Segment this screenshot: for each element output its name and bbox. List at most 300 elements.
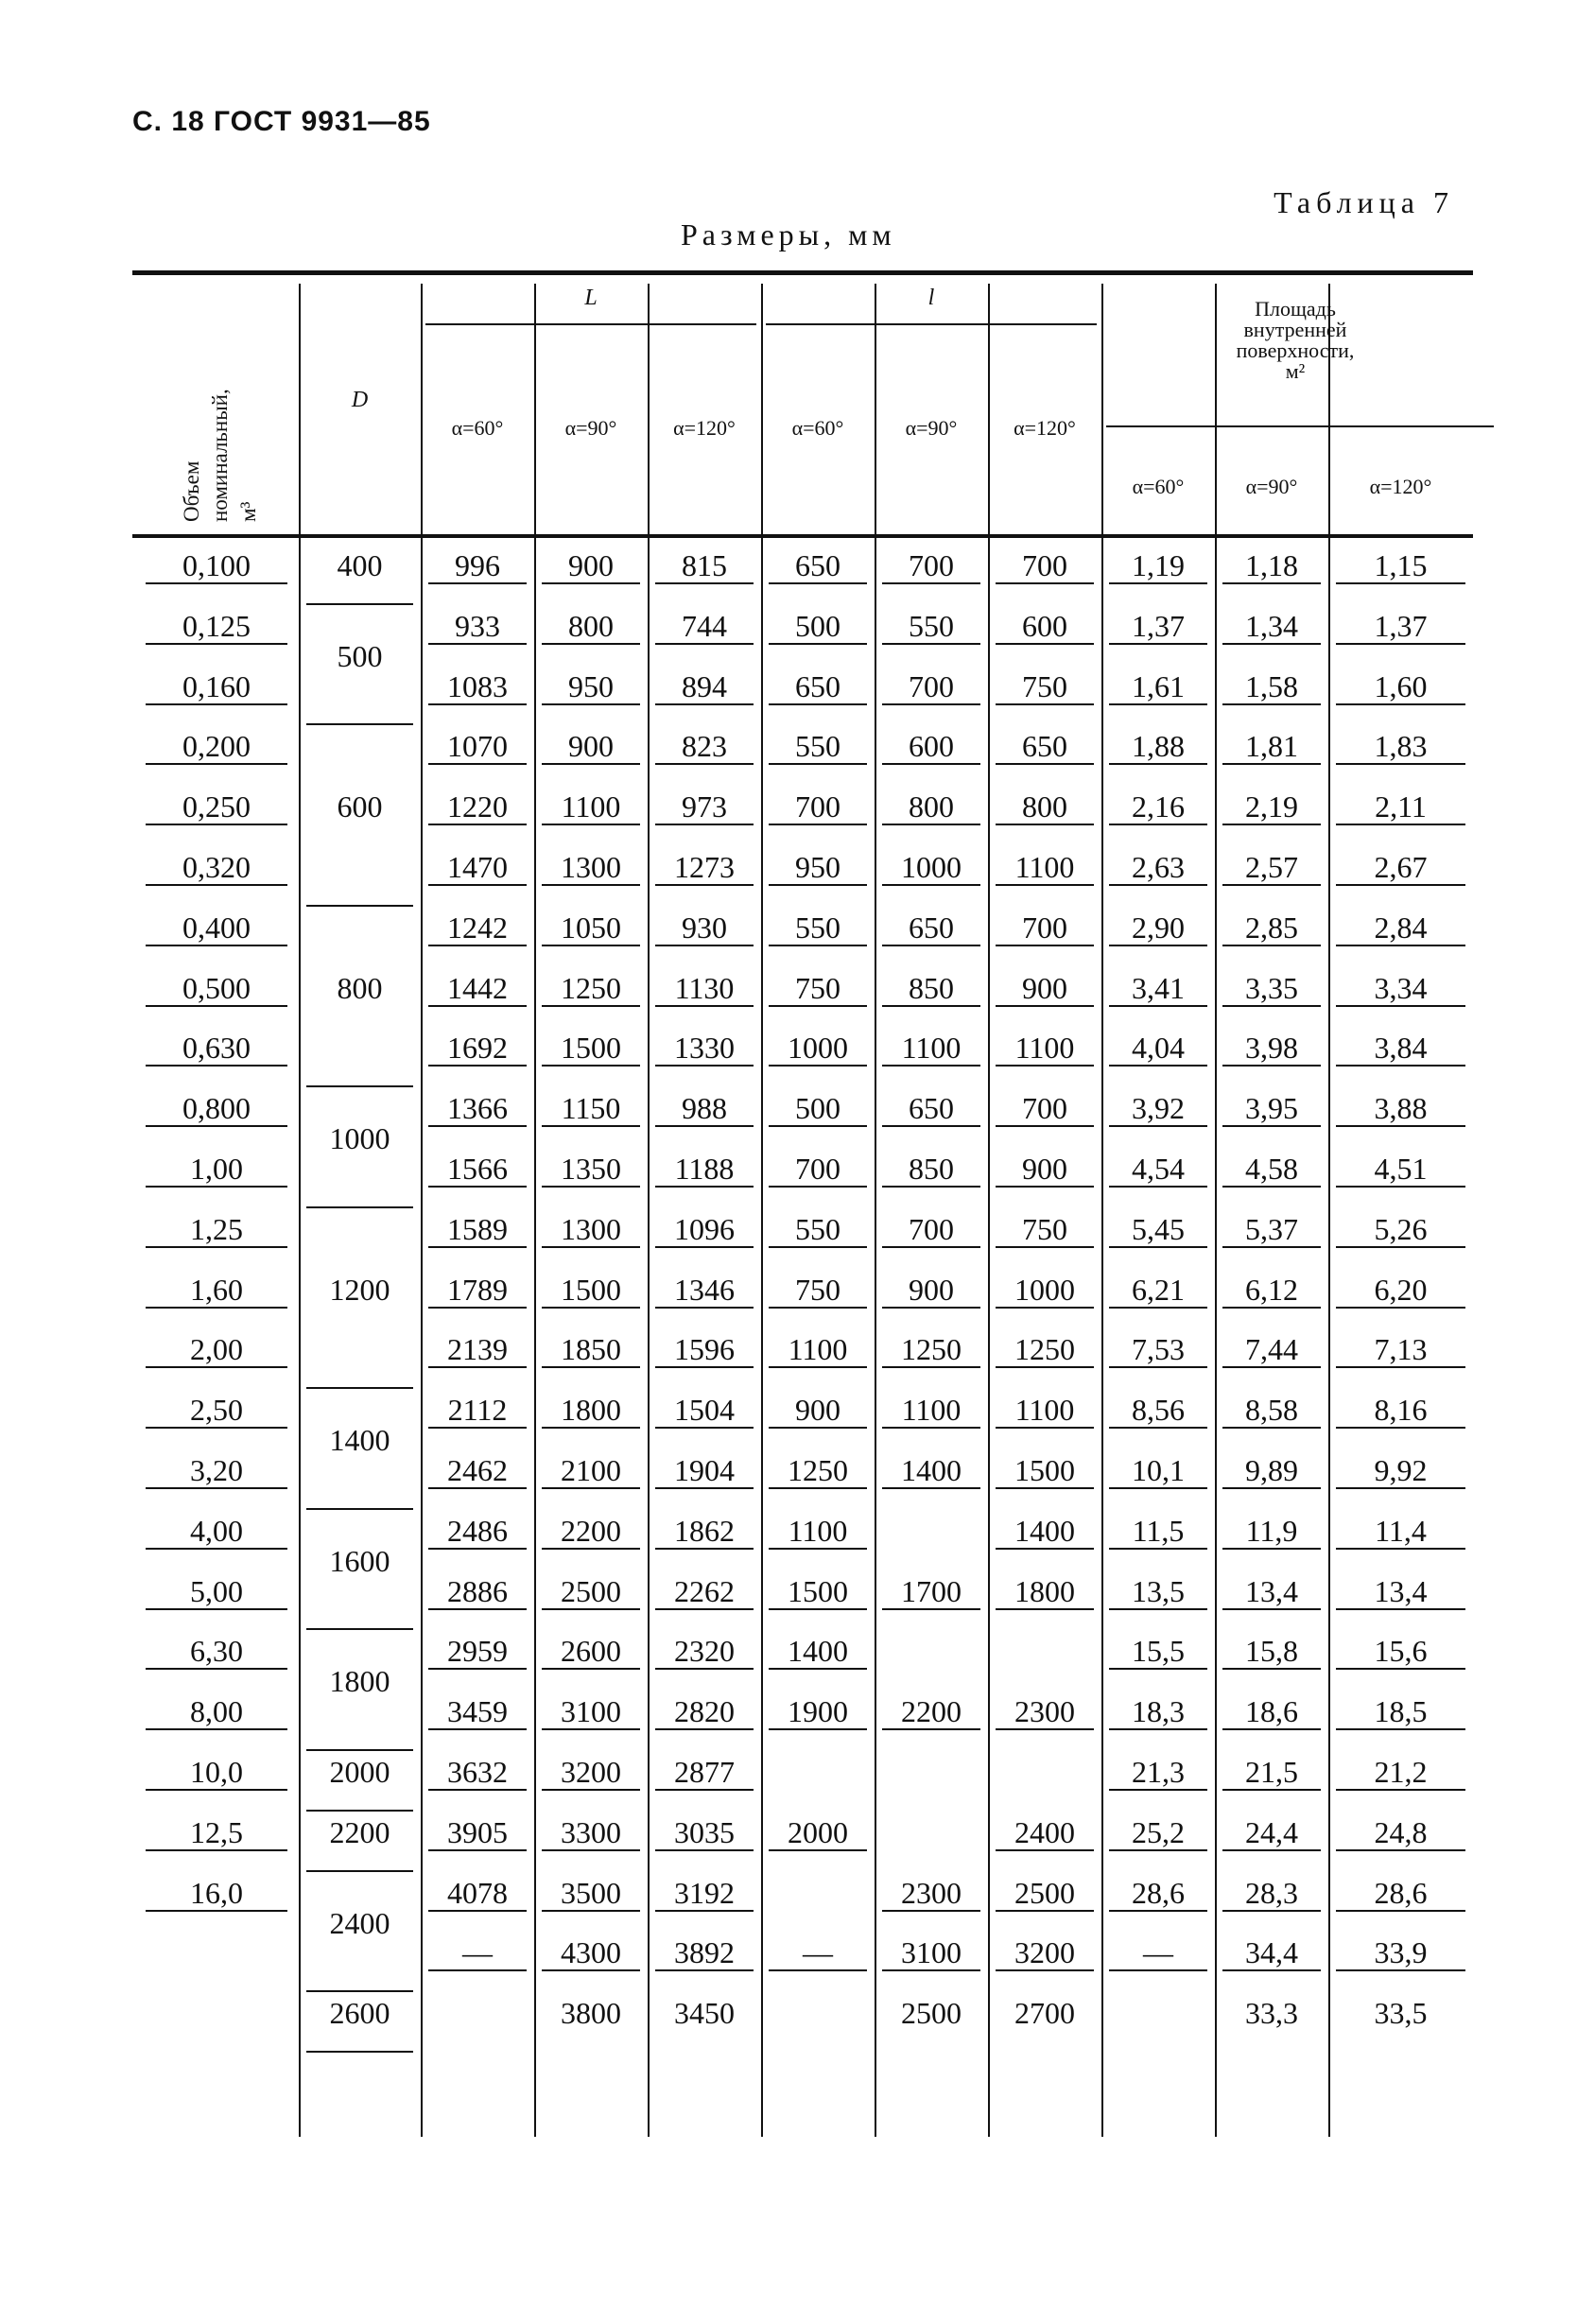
D-cell: 800 — [337, 970, 383, 1005]
table-cell: 823 — [655, 729, 754, 765]
table-cell: 18,6 — [1222, 1694, 1321, 1730]
table-cell: 1500 — [769, 1574, 867, 1610]
table-cell: 18,5 — [1336, 1694, 1465, 1730]
table-cell: 2877 — [655, 1755, 754, 1791]
table-cell: 3,92 — [1109, 1091, 1207, 1127]
table-cell: 4,04 — [1109, 1031, 1207, 1067]
table-cell: 1350 — [542, 1152, 640, 1188]
table-cell: 2486 — [428, 1514, 527, 1550]
table-cell: 500 — [769, 1091, 867, 1127]
table-cell: 34,4 — [1222, 1935, 1321, 1971]
D-cell: 2400 — [329, 1905, 390, 1940]
volume-cell: 4,00 — [146, 1514, 287, 1550]
D-group-rule — [306, 1387, 413, 1389]
D-cell: 600 — [337, 789, 383, 824]
table-cell: 1273 — [655, 850, 754, 886]
volume-cell: 8,00 — [146, 1694, 287, 1730]
D-group-rule — [306, 2051, 413, 2053]
table-cell: 9,92 — [1336, 1453, 1465, 1489]
table-cell: 13,5 — [1109, 1574, 1207, 1610]
table-cell: — — [428, 1935, 527, 1971]
volume-cell: 0,630 — [146, 1031, 287, 1067]
table-cell: 3,84 — [1336, 1031, 1465, 1067]
table-cell: 7,53 — [1109, 1332, 1207, 1368]
table-cell: 4,51 — [1336, 1152, 1465, 1188]
volume-cell: 0,800 — [146, 1091, 287, 1127]
table-cell: 1904 — [655, 1453, 754, 1489]
table-cell: 1400 — [996, 1514, 1094, 1550]
column-rule — [1215, 284, 1217, 2137]
table-cell: 700 — [996, 911, 1094, 946]
D-group-rule — [306, 1990, 413, 1992]
table-cell: 4,54 — [1109, 1152, 1207, 1188]
volume-cell: 0,100 — [146, 548, 287, 584]
column-rule — [299, 284, 301, 2137]
table-cell: 13,4 — [1222, 1574, 1321, 1610]
table-cell: 550 — [882, 609, 980, 645]
L-group-rule — [425, 323, 756, 325]
volume-header-line: номинальный, — [208, 389, 232, 522]
table-cell: 1300 — [542, 850, 640, 886]
table-cell: 1400 — [882, 1453, 980, 1489]
table-cell: 28,3 — [1222, 1876, 1321, 1912]
table-cell: 2112 — [428, 1393, 527, 1429]
area-header-line: Площадь — [1255, 297, 1336, 321]
table-cell: 800 — [542, 609, 640, 645]
volume-cell: 0,125 — [146, 609, 287, 645]
table-cell: 650 — [996, 729, 1094, 765]
table-cell: 3,88 — [1336, 1091, 1465, 1127]
area-header-line: внутренней — [1243, 318, 1347, 341]
volume-cell: 6,30 — [146, 1634, 287, 1670]
area-group-rule — [1106, 425, 1494, 427]
table-cell: 900 — [542, 548, 640, 584]
table-cell: 2886 — [428, 1574, 527, 1610]
table-cell: 1150 — [542, 1091, 640, 1127]
table-cell: 28,6 — [1336, 1876, 1465, 1912]
table-cell: 1250 — [769, 1453, 867, 1489]
volume-cell: 0,320 — [146, 850, 287, 886]
table-cell: 1500 — [996, 1453, 1094, 1489]
alpha-header: α=60° — [791, 416, 844, 440]
volume-cell: 2,00 — [146, 1332, 287, 1368]
table-cell: 2462 — [428, 1453, 527, 1489]
D-cell: 2200 — [329, 1814, 390, 1849]
table-cell: 3200 — [996, 1935, 1094, 1971]
header-bottom-rule — [132, 534, 1473, 538]
table-cell: 815 — [655, 548, 754, 584]
table-cell: 2300 — [996, 1694, 1094, 1730]
table-cell: 600 — [882, 729, 980, 765]
table-cell: 1100 — [882, 1393, 980, 1429]
header-top-rule — [132, 270, 1473, 275]
table-cell: 744 — [655, 609, 754, 645]
D-cell: 1000 — [329, 1121, 390, 1156]
table-cell: 2600 — [542, 1634, 640, 1670]
table-cell: 700 — [882, 1212, 980, 1248]
table-cell: 1250 — [996, 1332, 1094, 1368]
table-cell: 3,34 — [1336, 971, 1465, 1007]
l-group-rule — [766, 323, 1097, 325]
table-cell: 1,58 — [1222, 669, 1321, 705]
table-cell: 11,4 — [1336, 1514, 1465, 1550]
table-cell: 3,35 — [1222, 971, 1321, 1007]
table-cell: 1,83 — [1336, 729, 1465, 765]
volume-cell: 0,400 — [146, 911, 287, 946]
table-cell: 2200 — [542, 1514, 640, 1550]
page-reference: С. 18 ГОСТ 9931—85 — [132, 106, 431, 137]
table-cell: 1,37 — [1336, 609, 1465, 645]
table-cell: 2,11 — [1336, 789, 1465, 825]
table-cell: 13,4 — [1336, 1574, 1465, 1610]
D-cell: 1800 — [329, 1664, 390, 1699]
table-cell: 600 — [996, 609, 1094, 645]
table-cell: 6,21 — [1109, 1273, 1207, 1309]
table-cell: 2000 — [769, 1815, 867, 1851]
column-rule — [648, 284, 650, 2137]
table-cell: 1504 — [655, 1393, 754, 1429]
D-cell: 1200 — [329, 1272, 390, 1307]
table-cell: 1050 — [542, 911, 640, 946]
volume-cell: 1,00 — [146, 1152, 287, 1188]
table-cell: 33,3 — [1245, 1996, 1298, 2031]
table-cell: 3100 — [882, 1935, 980, 1971]
table-cell: 933 — [428, 609, 527, 645]
table-cell: 650 — [769, 548, 867, 584]
table-cell: 700 — [769, 789, 867, 825]
table-cell: 650 — [769, 669, 867, 705]
table-cell: — — [769, 1935, 867, 1971]
D-group-rule — [306, 1508, 413, 1510]
D-cell: 2600 — [329, 1996, 390, 2031]
table-cell: 950 — [542, 669, 640, 705]
table-cell: 1100 — [769, 1332, 867, 1368]
D-group-rule — [306, 1628, 413, 1630]
table-cell: 1130 — [655, 971, 754, 1007]
table-cell: 4078 — [428, 1876, 527, 1912]
table-cell: 894 — [655, 669, 754, 705]
table-cell: 33,5 — [1374, 1996, 1428, 2031]
alpha-header: α=60° — [1132, 475, 1185, 498]
table-cell: 3800 — [561, 1996, 621, 2031]
table-cell: 1070 — [428, 729, 527, 765]
table-cell: 1346 — [655, 1273, 754, 1309]
D-cell: 500 — [337, 638, 383, 673]
table-cell: 21,2 — [1336, 1755, 1465, 1791]
column-rule — [988, 284, 990, 2137]
alpha-header: α=120° — [1014, 416, 1076, 440]
D-group-rule — [306, 603, 413, 605]
table-cell: 10,1 — [1109, 1453, 1207, 1489]
table-cell: 3632 — [428, 1755, 527, 1791]
table-cell: 24,4 — [1222, 1815, 1321, 1851]
D-group-rule — [306, 1749, 413, 1751]
table-cell: 6,20 — [1336, 1273, 1465, 1309]
table-cell: 21,5 — [1222, 1755, 1321, 1791]
area-header-line: м² — [1285, 359, 1306, 383]
table-cell: 3450 — [674, 1996, 735, 2031]
table-cell: 900 — [996, 1152, 1094, 1188]
table-cell: 3035 — [655, 1815, 754, 1851]
table-label: Таблица 7 — [1274, 185, 1454, 219]
table-cell: — — [1109, 1935, 1207, 1971]
table-cell: 500 — [769, 609, 867, 645]
table-cell: 5,26 — [1336, 1212, 1465, 1248]
table-cell: 1330 — [655, 1031, 754, 1067]
table-cell: 1400 — [769, 1634, 867, 1670]
table-cell: 11,9 — [1222, 1514, 1321, 1550]
L-header: L — [584, 286, 598, 310]
alpha-header: α=90° — [564, 416, 617, 440]
units-caption: Размеры, мм — [681, 217, 896, 251]
table-cell: 1100 — [769, 1514, 867, 1550]
table-cell: 4,58 — [1222, 1152, 1321, 1188]
table-cell: 1,37 — [1109, 609, 1207, 645]
D-cell: 2000 — [329, 1755, 390, 1789]
table-cell: 1250 — [882, 1332, 980, 1368]
table-cell: 750 — [769, 1273, 867, 1309]
table-cell: 1470 — [428, 850, 527, 886]
column-rule — [421, 284, 423, 2137]
table-cell: 25,2 — [1109, 1815, 1207, 1851]
table-cell: 8,58 — [1222, 1393, 1321, 1429]
volume-cell: 2,50 — [146, 1393, 287, 1429]
alpha-header: α=90° — [905, 416, 958, 440]
table-cell: 5,45 — [1109, 1212, 1207, 1248]
table-cell: 900 — [542, 729, 640, 765]
table-cell: 1566 — [428, 1152, 527, 1188]
table-cell: 550 — [769, 729, 867, 765]
table-cell: 550 — [769, 911, 867, 946]
table-cell: 996 — [428, 548, 527, 584]
table-cell: 2100 — [542, 1453, 640, 1489]
table-cell: 1,81 — [1222, 729, 1321, 765]
table-cell: 1500 — [542, 1031, 640, 1067]
table-cell: 750 — [996, 669, 1094, 705]
dimension-table — [132, 265, 1473, 2156]
table-cell: 1,19 — [1109, 548, 1207, 584]
D-group-rule — [306, 1085, 413, 1087]
table-cell: 1220 — [428, 789, 527, 825]
volume-cell: 0,160 — [146, 669, 287, 705]
D-group-rule — [306, 723, 413, 725]
volume-cell: 5,00 — [146, 1574, 287, 1610]
D-group-rule — [306, 1870, 413, 1872]
table-cell: 3,41 — [1109, 971, 1207, 1007]
volume-cell: 0,250 — [146, 789, 287, 825]
table-cell: 1,34 — [1222, 609, 1321, 645]
table-cell: 2500 — [996, 1876, 1094, 1912]
column-rule — [1101, 284, 1103, 2137]
table-cell: 2,67 — [1336, 850, 1465, 886]
table-cell: 900 — [996, 971, 1094, 1007]
D-group-rule — [306, 1206, 413, 1208]
table-cell: 800 — [996, 789, 1094, 825]
table-cell: 2,63 — [1109, 850, 1207, 886]
table-cell: 5,37 — [1222, 1212, 1321, 1248]
table-cell: 2,16 — [1109, 789, 1207, 825]
table-cell: 2500 — [901, 1996, 962, 2031]
table-cell: 15,6 — [1336, 1634, 1465, 1670]
table-cell: 1500 — [542, 1273, 640, 1309]
table-cell: 15,5 — [1109, 1634, 1207, 1670]
table-cell: 2,84 — [1336, 911, 1465, 946]
table-cell: 24,8 — [1336, 1815, 1465, 1851]
table-cell: 1,61 — [1109, 669, 1207, 705]
table-cell: 900 — [882, 1273, 980, 1309]
table-cell: 33,9 — [1336, 1935, 1465, 1971]
table-cell: 1,18 — [1222, 548, 1321, 584]
D-group-rule — [306, 905, 413, 907]
table-cell: 1250 — [542, 971, 640, 1007]
table-cell: 2320 — [655, 1634, 754, 1670]
table-cell: 21,3 — [1109, 1755, 1207, 1791]
table-cell: 3905 — [428, 1815, 527, 1851]
table-cell: 750 — [996, 1212, 1094, 1248]
table-cell: 1100 — [542, 789, 640, 825]
table-cell: 700 — [769, 1152, 867, 1188]
table-cell: 7,13 — [1336, 1332, 1465, 1368]
table-cell: 2,85 — [1222, 911, 1321, 946]
table-cell: 700 — [996, 1091, 1094, 1127]
table-cell: 2,19 — [1222, 789, 1321, 825]
table-cell: 1096 — [655, 1212, 754, 1248]
table-cell: 1862 — [655, 1514, 754, 1550]
table-cell: 3300 — [542, 1815, 640, 1851]
table-cell: 1000 — [769, 1031, 867, 1067]
area-header-line: поверхности, — [1236, 338, 1355, 362]
volume-cell: 12,5 — [146, 1815, 287, 1851]
volume-header-line: м³ — [236, 501, 260, 522]
table-cell: 1850 — [542, 1332, 640, 1368]
table-cell: 2400 — [996, 1815, 1094, 1851]
table-cell: 988 — [655, 1091, 754, 1127]
alpha-header: α=90° — [1245, 475, 1298, 498]
table-cell: 650 — [882, 911, 980, 946]
table-cell: 1100 — [882, 1031, 980, 1067]
table-cell: 1000 — [882, 850, 980, 886]
table-cell: 3892 — [655, 1935, 754, 1971]
table-cell: 973 — [655, 789, 754, 825]
D-cell: 1600 — [329, 1543, 390, 1578]
table-cell: 1596 — [655, 1332, 754, 1368]
table-cell: 6,12 — [1222, 1273, 1321, 1309]
table-cell: 8,56 — [1109, 1393, 1207, 1429]
l-header: l — [927, 286, 935, 310]
table-cell: 1700 — [882, 1574, 980, 1610]
table-cell: 1100 — [996, 1031, 1094, 1067]
table-cell: 1188 — [655, 1152, 754, 1188]
table-cell: 1100 — [996, 850, 1094, 886]
alpha-header: α=120° — [1369, 475, 1432, 498]
table-cell: 1900 — [769, 1694, 867, 1730]
table-cell: 1300 — [542, 1212, 640, 1248]
table-cell: 2200 — [882, 1694, 980, 1730]
column-rule — [761, 284, 763, 2137]
volume-cell: 3,20 — [146, 1453, 287, 1489]
table-cell: 700 — [996, 548, 1094, 584]
volume-cell: 0,500 — [146, 971, 287, 1007]
table-cell: 8,16 — [1336, 1393, 1465, 1429]
table-cell: 15,8 — [1222, 1634, 1321, 1670]
table-cell: 9,89 — [1222, 1453, 1321, 1489]
table-cell: 930 — [655, 911, 754, 946]
volume-cell: 16,0 — [146, 1876, 287, 1912]
table-cell: 7,44 — [1222, 1332, 1321, 1368]
table-cell: 900 — [769, 1393, 867, 1429]
table-cell: 3192 — [655, 1876, 754, 1912]
table-cell: 1692 — [428, 1031, 527, 1067]
table-cell: 1,60 — [1336, 669, 1465, 705]
table-cell: 1100 — [996, 1393, 1094, 1429]
table-cell: 2820 — [655, 1694, 754, 1730]
table-cell: 2262 — [655, 1574, 754, 1610]
table-cell: 1242 — [428, 911, 527, 946]
table-cell: 1000 — [996, 1273, 1094, 1309]
table-cell: 2,90 — [1109, 911, 1207, 946]
table-cell: 1442 — [428, 971, 527, 1007]
table-cell: 750 — [769, 971, 867, 1007]
table-cell: 800 — [882, 789, 980, 825]
table-cell: 3459 — [428, 1694, 527, 1730]
table-cell: 1789 — [428, 1273, 527, 1309]
table-cell: 2139 — [428, 1332, 527, 1368]
D-cell: 400 — [337, 548, 383, 582]
table-cell: 650 — [882, 1091, 980, 1127]
alpha-header: α=60° — [451, 416, 504, 440]
table-cell: 4300 — [542, 1935, 640, 1971]
D-cell: 1400 — [329, 1423, 390, 1458]
table-cell: 2300 — [882, 1876, 980, 1912]
table-cell: 3200 — [542, 1755, 640, 1791]
volume-cell: 1,25 — [146, 1212, 287, 1248]
table-cell: 3,95 — [1222, 1091, 1321, 1127]
table-cell: 3,98 — [1222, 1031, 1321, 1067]
table-cell: 1083 — [428, 669, 527, 705]
table-cell: 1,88 — [1109, 729, 1207, 765]
table-cell: 18,3 — [1109, 1694, 1207, 1730]
table-cell: 700 — [882, 669, 980, 705]
column-rule — [534, 284, 536, 2137]
table-cell: 3500 — [542, 1876, 640, 1912]
table-cell: 11,5 — [1109, 1514, 1207, 1550]
table-cell: 2959 — [428, 1634, 527, 1670]
table-cell: 2500 — [542, 1574, 640, 1610]
column-rule — [875, 284, 876, 2137]
D-group-rule — [306, 1810, 413, 1812]
table-cell: 28,6 — [1109, 1876, 1207, 1912]
table-cell: 1366 — [428, 1091, 527, 1127]
table-cell: 950 — [769, 850, 867, 886]
alpha-header: α=120° — [673, 416, 736, 440]
table-cell: 550 — [769, 1212, 867, 1248]
table-cell: 850 — [882, 971, 980, 1007]
volume-cell: 0,200 — [146, 729, 287, 765]
volume-cell: 1,60 — [146, 1273, 287, 1309]
table-cell: 1800 — [542, 1393, 640, 1429]
volume-cell: 10,0 — [146, 1755, 287, 1791]
table-cell: 3100 — [542, 1694, 640, 1730]
table-cell: 700 — [882, 548, 980, 584]
table-cell: 2,57 — [1222, 850, 1321, 886]
volume-header-line: Объем — [180, 460, 203, 522]
table-cell: 850 — [882, 1152, 980, 1188]
table-cell: 1589 — [428, 1212, 527, 1248]
column-rule — [1328, 284, 1330, 2137]
table-cell: 2700 — [1014, 1996, 1075, 2031]
D-header: D — [351, 388, 369, 412]
table-cell: 1800 — [996, 1574, 1094, 1610]
